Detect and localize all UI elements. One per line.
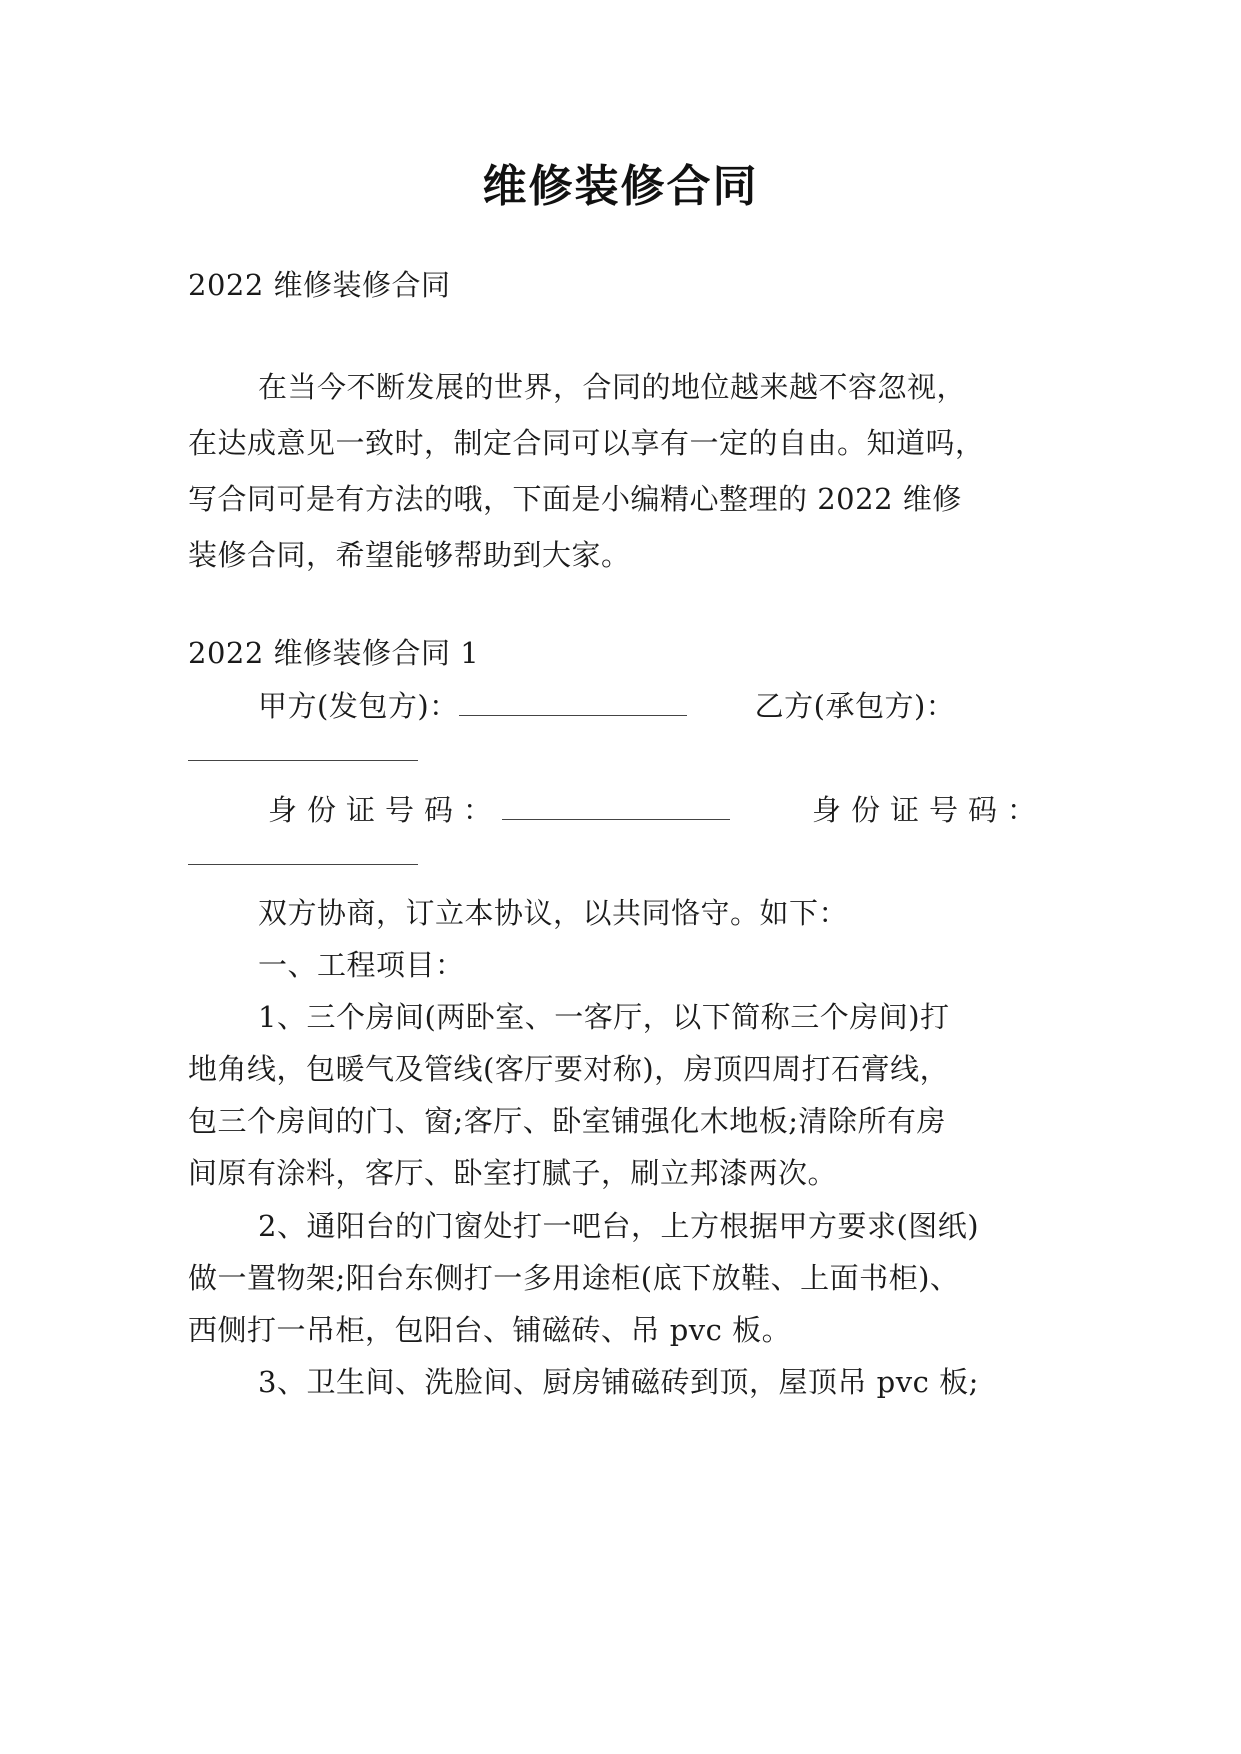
id-label-b: 身份证号码：: [812, 793, 1047, 827]
item1-line-3: 包三个房间的门、窗;客厅、卧室铺强化木地板;清除所有房: [188, 1104, 947, 1138]
party-b-label: 乙方(承包方)：: [754, 689, 956, 723]
intro-line-1: 在当今不断发展的世界，合同的地位越来越不容忽视，: [258, 370, 967, 404]
section-one-heading: 一、工程项目：: [258, 948, 465, 982]
id-row: [258, 790, 1046, 830]
party-a-label: 甲方(发包方)：: [258, 689, 459, 723]
id-a-blank: [502, 791, 730, 820]
party-b-blank: [188, 760, 418, 761]
item1-line-4: 间原有涂料，客厅、卧室打腻子，刷立邦漆两次。: [188, 1156, 838, 1190]
intro-line-2: 在达成意见一致时，制定合同可以享有一定的自由。知道吗，: [188, 426, 985, 460]
item1-line-1: 1、三个房间(两卧室、一客厅，以下简称三个房间)打: [258, 1000, 950, 1034]
item1-line-2: 地角线，包暖气及管线(客厅要对称)，房顶四周打石膏线，: [188, 1052, 950, 1086]
id-b-blank: [188, 864, 418, 865]
agreement-line: 双方协商，订立本协议，以共同恪守。如下：: [258, 896, 849, 930]
section-title: 2022 维修装修合同 1: [188, 636, 480, 670]
document-title: 维修装修合同: [482, 161, 759, 212]
party-a-blank: [459, 687, 687, 716]
intro-line-4: 装修合同，希望能够帮助到大家。: [188, 538, 631, 572]
item2-line-1: 2、通阳台的门窗处打一吧台，上方根据甲方要求(图纸): [258, 1209, 980, 1243]
party-row: [258, 686, 955, 726]
id-label-a: 身份证号码：: [268, 793, 503, 827]
intro-line-3: 写合同可是有方法的哦，下面是小编精心整理的 2022 维修: [188, 482, 962, 516]
item2-line-2: 做一置物架;阳台东侧打一多用途柜(底下放鞋、上面书柜)、: [188, 1261, 960, 1295]
document-subtitle: 2022 维修装修合同: [188, 268, 451, 302]
item3-line-1: 3、卫生间、洗脸间、厨房铺磁砖到顶，屋顶吊 pvc 板;: [258, 1365, 979, 1399]
item2-line-3: 西侧打一吊柜，包阳台、铺磁砖、吊 pvc 板。: [188, 1313, 792, 1347]
